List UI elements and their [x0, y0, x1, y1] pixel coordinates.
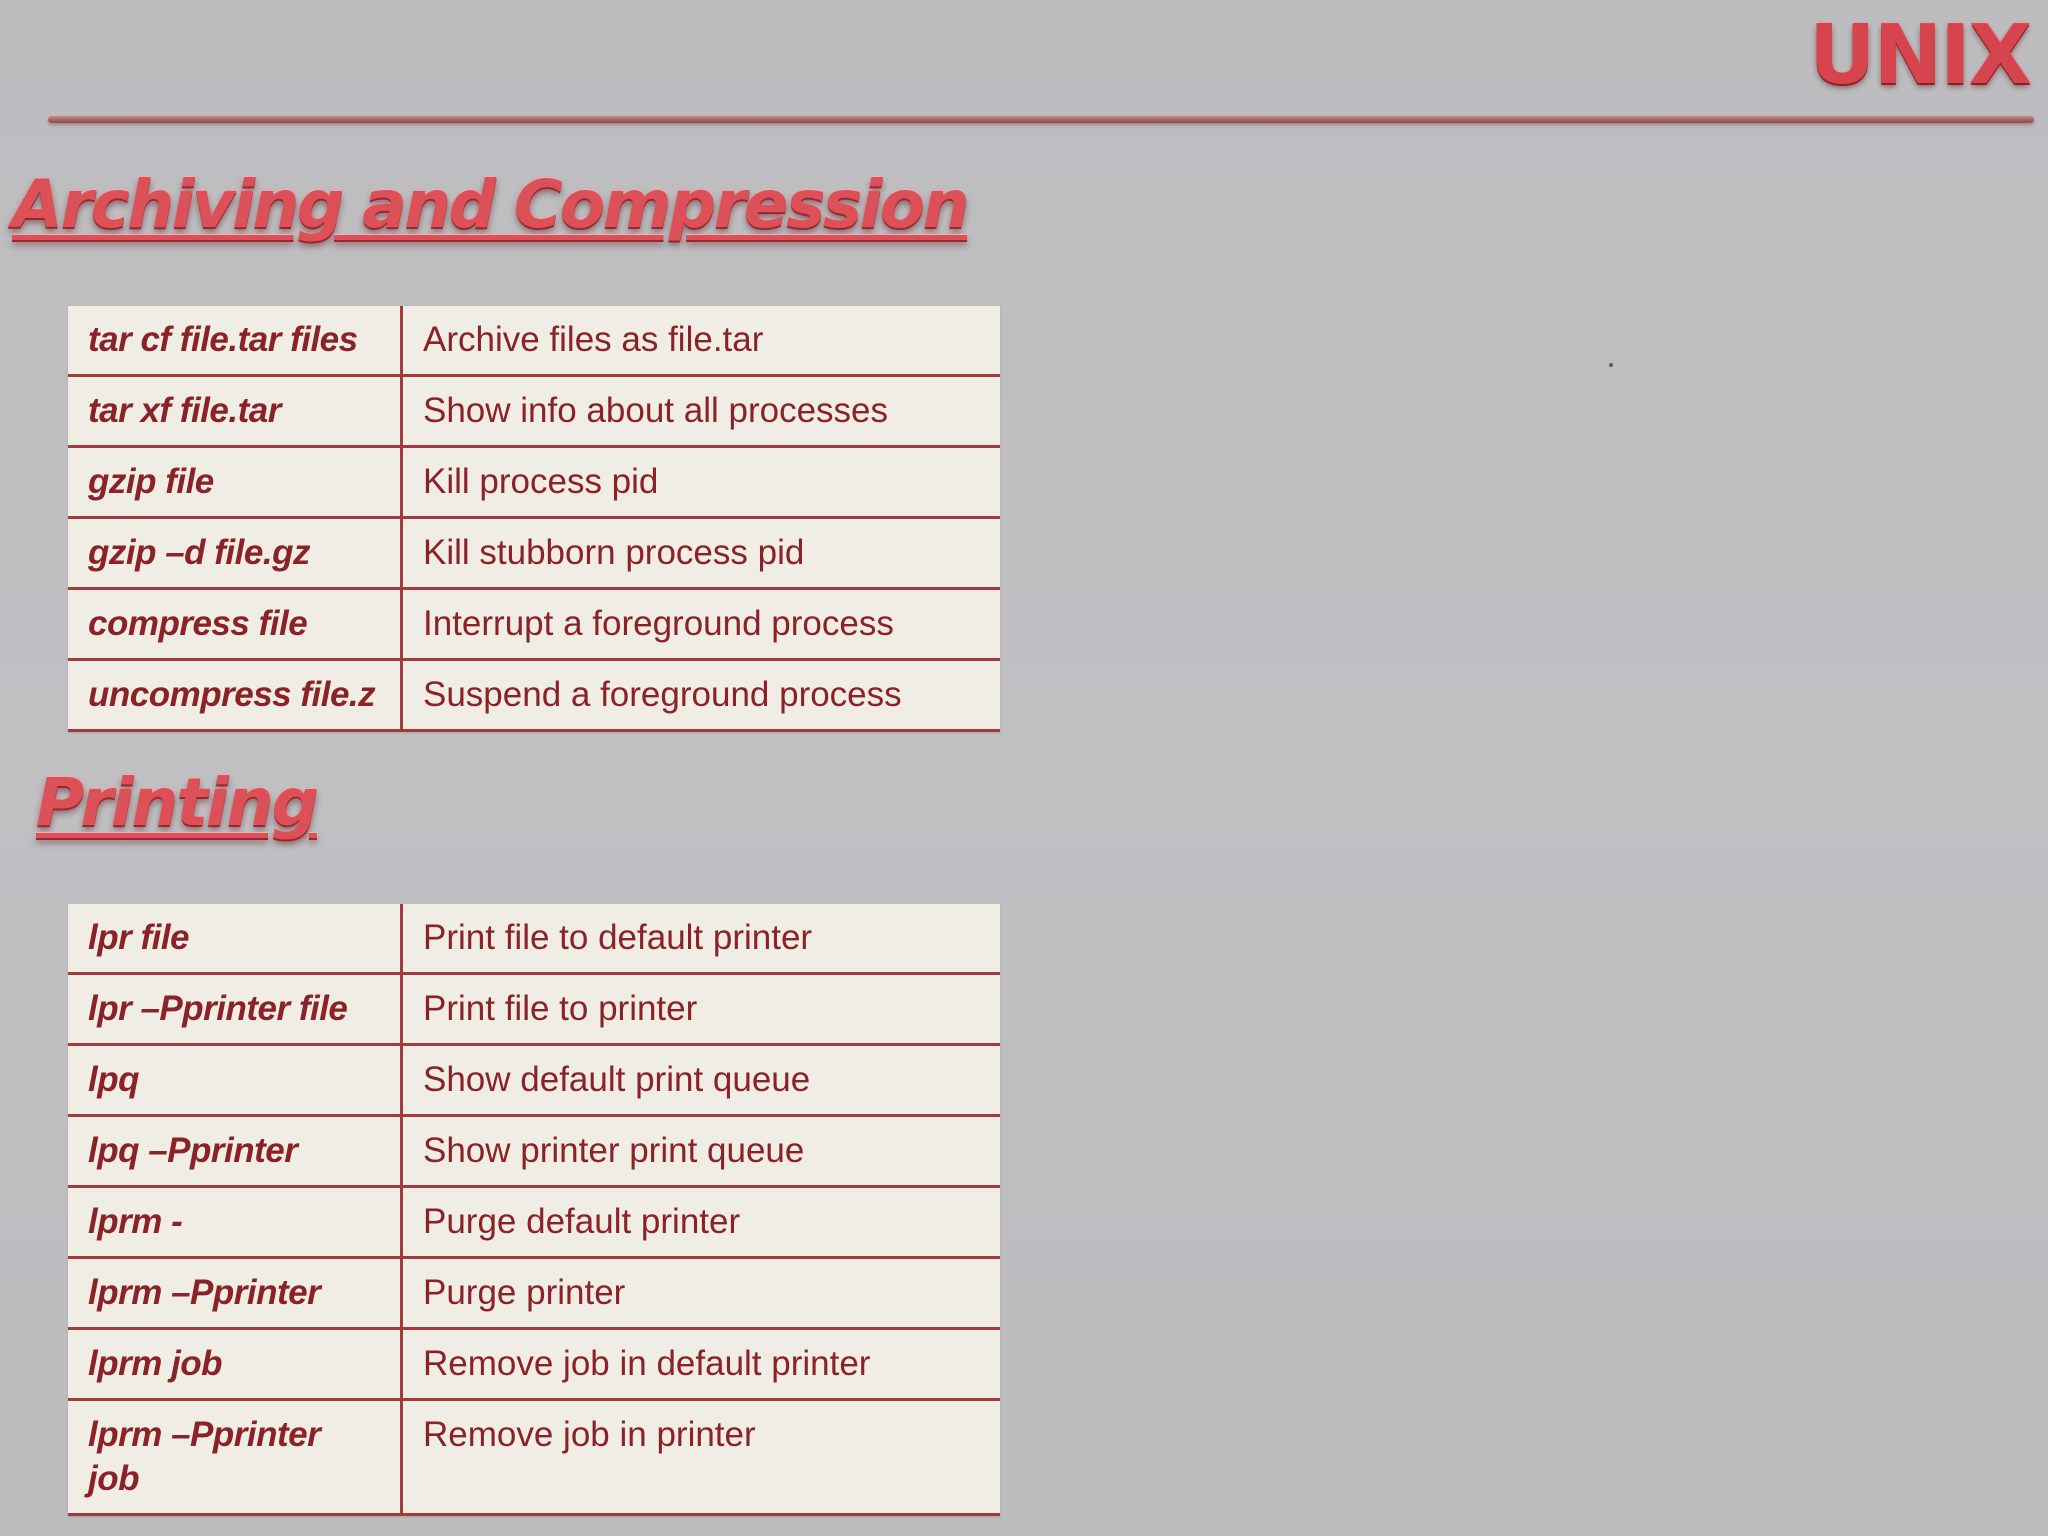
- description-cell: Remove job in default printer: [402, 1329, 1001, 1400]
- table-row: [68, 1187, 1000, 1258]
- command-cell: gzip file: [68, 447, 402, 518]
- table-row: [68, 518, 1000, 589]
- description-cell: Purge printer: [402, 1258, 1001, 1329]
- description-cell: Suspend a foreground process: [402, 660, 1001, 731]
- command-cell: lprm –Pprinter job: [68, 1400, 402, 1515]
- unix-logo: UNIX: [1809, 8, 2030, 103]
- table-row: [68, 1400, 1000, 1515]
- command-cell: tar xf file.tar: [68, 376, 402, 447]
- header-divider: [48, 116, 2034, 123]
- table-row: [68, 904, 1000, 974]
- description-cell: Remove job in printer: [402, 1400, 1001, 1515]
- command-cell: lpq –Pprinter: [68, 1116, 402, 1187]
- table-row: [68, 589, 1000, 660]
- archiving-commands-table: [68, 306, 1000, 732]
- printing-commands-table: [68, 904, 1000, 1516]
- command-cell: gzip –d file.gz: [68, 518, 402, 589]
- command-cell: lpr file: [68, 904, 402, 974]
- command-cell: uncompress file.z: [68, 660, 402, 731]
- table-row: [68, 1258, 1000, 1329]
- table-row: [68, 1045, 1000, 1116]
- description-cell: Purge default printer: [402, 1187, 1001, 1258]
- stray-dot: [1609, 363, 1613, 367]
- description-cell: Kill process pid: [402, 447, 1001, 518]
- description-cell: Print file to default printer: [402, 904, 1001, 974]
- description-cell: Show info about all processes: [402, 376, 1001, 447]
- command-cell: tar cf file.tar files: [68, 306, 402, 376]
- description-cell: Interrupt a foreground process: [402, 589, 1001, 660]
- command-cell: lpr –Pprinter file: [68, 974, 402, 1045]
- table-row: [68, 1116, 1000, 1187]
- command-cell: lprm -: [68, 1187, 402, 1258]
- description-cell: Archive files as file.tar: [402, 306, 1001, 376]
- command-cell: compress file: [68, 589, 402, 660]
- command-cell: lprm –Pprinter: [68, 1258, 402, 1329]
- table-row: [68, 376, 1000, 447]
- table-row: [68, 660, 1000, 731]
- description-cell: Show printer print queue: [402, 1116, 1001, 1187]
- description-cell: Kill stubborn process pid: [402, 518, 1001, 589]
- section-title-archiving: Archiving and Compression: [12, 166, 968, 243]
- table-row: [68, 974, 1000, 1045]
- section-title-printing: Printing: [36, 764, 317, 841]
- description-cell: Print file to printer: [402, 974, 1001, 1045]
- description-cell: Show default print queue: [402, 1045, 1001, 1116]
- table-row: [68, 447, 1000, 518]
- command-cell: lpq: [68, 1045, 402, 1116]
- table-row: [68, 1329, 1000, 1400]
- table-row: [68, 306, 1000, 376]
- command-cell: lprm job: [68, 1329, 402, 1400]
